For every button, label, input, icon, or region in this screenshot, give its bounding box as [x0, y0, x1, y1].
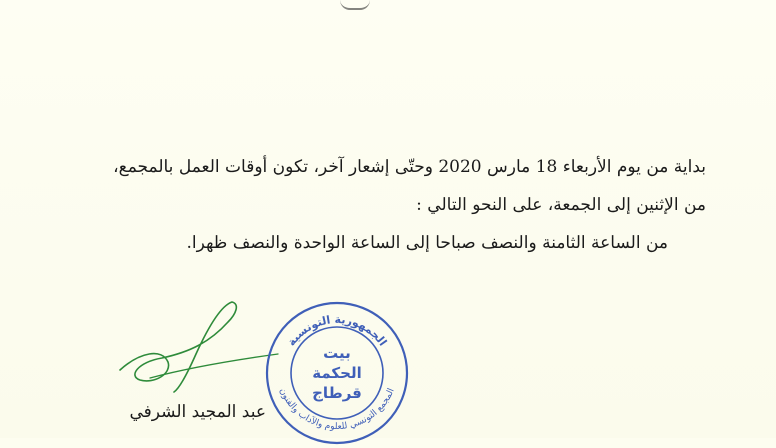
- handwritten-signature: [110, 292, 280, 402]
- signatory-name: عبد المجيد الشرفي: [129, 402, 266, 422]
- notice-body: [16, 148, 736, 262]
- notice-line-1: بداية من يوم الأربعاء 18 مارس 2020 وحتّى إشعار آخر، تكون أوقات العمل بالمجمع،: [113, 157, 706, 177]
- notice-line-3: من الساعة الثامنة والنصف صباحا إلى الساعة الواحدة والنصف ظهرا.: [186, 233, 668, 253]
- seal-outer-top: الجمهورية التونسية: [284, 312, 390, 349]
- notice-line-2: من الإثنين إلى الجمعة، على النحو التالي :: [416, 195, 706, 215]
- seal-outer-bottom: المجمع التونسي للعلوم والآداب والفنون: [277, 386, 397, 433]
- seal-center-line-2: الحكمة: [312, 364, 362, 382]
- seal-center-line-1: بيت: [323, 344, 351, 362]
- top-edge-mark: [340, 0, 370, 10]
- official-seal: [262, 298, 412, 448]
- seal-center-line-3: قرطاج: [312, 384, 362, 402]
